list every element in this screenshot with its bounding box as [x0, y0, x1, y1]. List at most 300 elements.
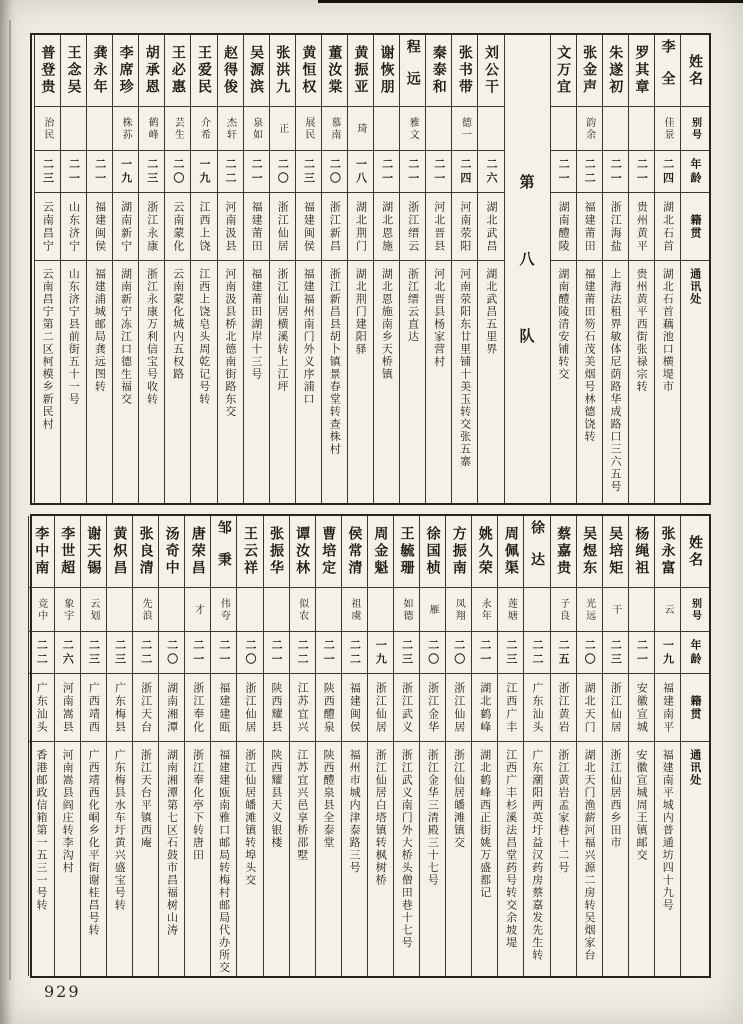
person-address: [55, 742, 80, 976]
person-name-text: 张洪九: [274, 45, 291, 96]
person-alias: [629, 588, 654, 632]
person-native-text: 福建闽侯: [93, 200, 107, 253]
person-address-text: 湖北鹤峰西正街姚万盛都记: [478, 749, 492, 899]
person-native-text: 浙江武义: [400, 681, 414, 734]
person-native-text: 江苏宜兴: [296, 681, 310, 734]
person-native-text: 河北晋县: [432, 200, 446, 253]
person-alias-text: 莲塘: [505, 597, 517, 622]
person-native-text: 河南汲县: [224, 200, 238, 253]
person-native-text: 福建闽侯: [302, 200, 316, 253]
person-native-text: 湖北天门: [583, 681, 597, 734]
header-alias: [681, 588, 709, 632]
person-name: [655, 516, 680, 588]
person-name-text: 秦泰和: [430, 45, 447, 96]
person-alias: [420, 588, 445, 632]
person-name-text: 赵得俊: [222, 45, 239, 96]
person-alias: [296, 107, 321, 151]
person-alias: [113, 107, 138, 151]
person-address: [655, 261, 680, 503]
person-native-place: [316, 674, 341, 742]
person-native-text: 湖北鹤峰: [478, 681, 492, 734]
person-address-text: 福建福州南门外义序浦口: [302, 268, 316, 406]
person-alias-text: 琦: [355, 122, 367, 135]
person-name: [29, 516, 54, 588]
person-native-text: 湖北石首: [661, 200, 675, 253]
person-age: [629, 632, 654, 674]
person-age-text: 二一: [93, 157, 107, 186]
person-address: [446, 742, 471, 976]
person-native-text: 浙江海盐: [609, 200, 623, 253]
person-native-text: 江西上饶: [197, 200, 211, 253]
person-age-text: 二一: [191, 638, 205, 667]
person-native-place: [211, 674, 236, 742]
directory-entry-column: [602, 516, 628, 976]
person-age: [244, 151, 269, 193]
person-age-text: 二二: [348, 638, 362, 667]
person-native-place: [35, 193, 60, 261]
person-age-text: 二一: [270, 638, 284, 667]
person-age: [322, 151, 347, 193]
directory-entry-column: [477, 35, 503, 503]
directory-entry-column: [523, 516, 549, 976]
person-name-text: 张金声: [581, 45, 598, 96]
person-name: [342, 516, 367, 588]
person-alias: [244, 107, 269, 151]
person-address-text: 浙江天台平镇西庵: [139, 749, 153, 849]
person-address: [577, 261, 602, 503]
person-age: [87, 151, 112, 193]
person-name: [185, 516, 210, 588]
person-age-text: 一九: [197, 157, 211, 186]
person-age: [368, 632, 393, 674]
person-name-text: 吴源滨: [248, 45, 265, 96]
person-native-place: [61, 193, 86, 261]
directory-entry-column: [34, 35, 60, 503]
person-age-text: 二三: [302, 157, 316, 186]
person-name: [316, 516, 341, 588]
person-name-text: 方振南: [450, 526, 467, 577]
directory-entry-column: [425, 35, 451, 503]
person-age: [603, 632, 628, 674]
person-name-text: 朱遂初: [607, 45, 624, 96]
person-age-text: 二四: [661, 157, 675, 186]
person-address-text: 湖北天门渔薪河福兴源二房转吴烟家台: [582, 749, 596, 962]
person-age-text: 二三: [145, 157, 159, 186]
person-native-place: [81, 674, 106, 742]
person-age-text: 二六: [61, 638, 75, 667]
directory-entry-column: [471, 516, 497, 976]
person-age: [237, 632, 262, 674]
person-native-text: 云南蒙化: [171, 200, 185, 253]
directory-table-top: [30, 33, 711, 505]
person-native-text: 湖北武昌: [484, 200, 498, 253]
person-address-text: 浙江永康万利信宝号收转: [145, 268, 159, 406]
directory-entry-column: [164, 35, 190, 503]
person-address-text: 河南荥阳东廿里铺十美玉转交张五寨: [458, 268, 472, 468]
person-address-text: 河南嵩县阎庄转李沟村: [61, 749, 75, 874]
person-age-text: 二二: [35, 638, 49, 667]
person-address: [629, 261, 654, 503]
directory-entry-column: [576, 516, 602, 976]
person-address-text: 云南蒙化城内五权路: [171, 268, 185, 381]
person-name: [113, 35, 138, 107]
person-native-text: 湖北荆门: [354, 200, 368, 253]
header-age: [681, 151, 709, 193]
person-native-place: [420, 674, 445, 742]
directory-entry-column: [367, 516, 393, 976]
person-native-place: [107, 674, 132, 742]
table-header-column: [680, 516, 709, 976]
person-name: [322, 35, 347, 107]
person-name: [629, 516, 654, 588]
person-name-text: 黄恒权: [300, 45, 317, 96]
person-native-place: [270, 193, 295, 261]
person-native-place: [478, 193, 503, 261]
person-native-text: 浙江仙居: [276, 200, 290, 253]
person-age: [81, 632, 106, 674]
person-name: [368, 516, 393, 588]
person-name: [87, 35, 112, 107]
person-name: [603, 35, 628, 107]
person-native-place: [551, 193, 576, 261]
person-alias-text: 如德: [401, 597, 413, 622]
person-name: [420, 516, 445, 588]
person-address-text: 浙江仙居横溪转上江坪: [276, 268, 289, 393]
person-name: [498, 516, 523, 588]
person-address: [139, 261, 164, 503]
person-address: [603, 742, 628, 976]
person-alias-text: 永年: [479, 597, 491, 622]
person-age: [35, 151, 60, 193]
person-native-text: 贵州黄平: [635, 200, 649, 253]
squad-divider-label: 第八队: [517, 173, 536, 405]
person-name: [374, 35, 399, 107]
directory-entry-column: [602, 35, 628, 503]
person-age-text: 一九: [374, 638, 388, 667]
person-name-text: 侯常清: [346, 526, 363, 577]
directory-entry-column: [112, 35, 138, 503]
person-alias-text: 泉如: [250, 116, 262, 141]
directory-entry-column: [393, 516, 419, 976]
page-number: 929: [44, 982, 81, 1001]
header-alias-label: 别号: [689, 116, 701, 141]
person-address: [374, 261, 399, 503]
person-name-text: 谭汝林: [294, 526, 311, 577]
person-address-text: 江西上饶皂头周乾记号转: [197, 268, 211, 406]
person-name: [159, 516, 184, 588]
person-name-text: 刘公干: [482, 45, 499, 96]
person-name: [165, 35, 190, 107]
person-native-place: [603, 193, 628, 261]
person-age: [107, 632, 132, 674]
person-native-place: [342, 674, 367, 742]
person-address: [551, 261, 576, 503]
person-native-text: 浙江新昌: [328, 200, 342, 253]
person-alias: [55, 588, 80, 632]
person-name-text: 王毓珊: [398, 526, 415, 577]
person-address: [61, 261, 86, 503]
person-alias-text: 才: [192, 603, 204, 616]
person-name: [452, 35, 477, 107]
person-age: [472, 632, 497, 674]
person-address: [342, 742, 367, 976]
person-age-text: 二三: [609, 638, 623, 667]
directory-entry-column: [269, 35, 295, 503]
person-name: [264, 516, 289, 588]
person-age-text: 二〇: [452, 638, 466, 667]
person-native-place: [472, 674, 497, 742]
person-name: [348, 35, 373, 107]
person-age-text: 二〇: [171, 157, 185, 186]
scan-artifact-left-shadow: [0, 0, 16, 1024]
person-age: [374, 151, 399, 193]
person-address-text: 云南昌宁第二区柯模乡新民村: [41, 268, 55, 431]
person-address-text: 河北晋县杨家营村: [432, 268, 446, 368]
person-alias: [322, 107, 347, 151]
person-alias-text: 株荪: [120, 116, 132, 141]
person-alias-text: 雁: [427, 603, 439, 616]
person-age: [296, 151, 321, 193]
person-address: [296, 261, 321, 503]
header-name-label: 姓名: [687, 53, 703, 88]
person-alias-text: 伟夸: [218, 597, 230, 622]
person-native-place: [29, 674, 54, 742]
directory-entry-column: [106, 516, 132, 976]
person-age-text: 二一: [406, 157, 420, 186]
header-address: [681, 742, 709, 976]
person-address-text: 浙江武义南门外大桥头僧田巷十七号: [400, 749, 414, 949]
person-alias: [655, 107, 680, 151]
person-alias: [603, 107, 628, 151]
person-address: [290, 742, 315, 976]
person-age: [264, 632, 289, 674]
person-alias: [603, 588, 628, 632]
person-alias: [400, 107, 425, 151]
person-address: [185, 742, 210, 976]
person-alias-text: 德一: [459, 116, 471, 141]
person-alias: [87, 107, 112, 151]
person-age: [165, 151, 190, 193]
person-native-place: [244, 193, 269, 261]
person-native-text: 云南昌宁: [41, 200, 55, 253]
person-alias-text: 韵余: [583, 116, 595, 141]
person-age-text: 二二: [296, 638, 310, 667]
person-address-text: 湖南新宁冻江口德生福交: [119, 268, 133, 406]
person-name-text: 罗其章: [633, 45, 650, 96]
directory-entry-column: [295, 35, 321, 503]
person-age-text: 一九: [119, 157, 133, 186]
header-age-label: 年龄: [689, 638, 702, 667]
person-name-text: 汤奇中: [163, 526, 180, 577]
person-alias: [655, 588, 680, 632]
person-name: [237, 516, 262, 588]
person-address: [107, 742, 132, 976]
person-age-text: 二二: [583, 157, 597, 186]
person-address-text: 江苏宜兴邑享桥邵墅: [295, 749, 309, 862]
person-age: [270, 151, 295, 193]
person-alias: [478, 107, 503, 151]
person-name: [244, 35, 269, 107]
person-alias: [452, 107, 477, 151]
person-alias-text: 雅文: [407, 116, 419, 141]
header-address: [681, 261, 709, 503]
person-age-text: 二一: [217, 638, 231, 667]
person-name-text: 龚永年: [91, 45, 108, 96]
person-address-text: 浙江仙居皤滩镇转埠头交: [243, 749, 257, 887]
scan-artifact-top-line: [318, 0, 743, 3]
person-native-place: [348, 193, 373, 261]
person-address: [426, 261, 451, 503]
person-name: [551, 516, 576, 588]
person-native-place: [629, 193, 654, 261]
directory-entry-column: [373, 35, 399, 503]
person-age: [159, 632, 184, 674]
person-name-text: 董汝棠: [326, 45, 343, 96]
directory-entry-column: [54, 516, 80, 976]
squad-divider: [504, 35, 550, 503]
person-native-text: 福建莆田: [583, 200, 597, 253]
directory-table-bottom: [30, 514, 711, 978]
person-alias-text: 展民: [302, 116, 314, 141]
person-address-text: 浙江奉化亭下转唐田: [191, 749, 205, 862]
person-age-text: 二二: [224, 157, 238, 186]
person-alias: [139, 107, 164, 151]
person-age-text: 二〇: [165, 638, 179, 667]
person-native-text: 河南荥阳: [458, 200, 472, 253]
person-alias: [35, 107, 60, 151]
directory-entry-column: [210, 516, 236, 976]
person-address-text: 浙江新昌县胡卜镇景春堂转查株村: [328, 268, 342, 456]
person-address: [29, 742, 54, 976]
person-native-text: 安徽宣城: [635, 681, 649, 734]
person-age: [133, 632, 158, 674]
person-address: [577, 742, 602, 976]
person-native-place: [191, 193, 216, 261]
person-native-place: [133, 674, 158, 742]
person-native-place: [655, 193, 680, 261]
person-name: [139, 35, 164, 107]
person-name: [426, 35, 451, 107]
person-alias-text: 治民: [41, 116, 53, 141]
person-name-text: 曹培定: [320, 526, 337, 577]
person-age-text: 二一: [609, 157, 623, 186]
person-name-text: 周佩渠: [502, 526, 519, 577]
person-address-text: 广东梅县水车圩黄兴盛宝号转: [113, 749, 127, 912]
person-age: [218, 151, 243, 193]
person-native-place: [55, 674, 80, 742]
person-alias-text: 竞中: [35, 597, 47, 622]
person-alias: [185, 588, 210, 632]
person-name: [472, 516, 497, 588]
person-address: [316, 742, 341, 976]
person-address: [133, 742, 158, 976]
person-name: [655, 35, 680, 107]
person-native-text: 湖南醴陵: [557, 200, 571, 253]
person-alias: [446, 588, 471, 632]
person-address-text: 浙江仙居西乡田市: [609, 749, 623, 849]
directory-entry-column: [550, 516, 576, 976]
person-age-text: 一九: [661, 638, 675, 667]
person-address-text: 浙江缙云直达: [406, 268, 420, 343]
person-name-text: 邹秉: [215, 519, 232, 584]
person-age: [551, 151, 576, 193]
person-native-place: [237, 674, 262, 742]
person-age: [29, 632, 54, 674]
person-name-text: 黄炽昌: [111, 526, 128, 577]
person-age: [55, 632, 80, 674]
person-age: [139, 151, 164, 193]
person-alias: [577, 588, 602, 632]
person-native-place: [577, 674, 602, 742]
directory-entry-column: [628, 516, 654, 976]
directory-entry-column: [236, 516, 262, 976]
person-alias-text: 先浪: [140, 597, 152, 622]
header-age-label: 年龄: [689, 157, 702, 186]
person-alias-text: 介希: [198, 116, 210, 141]
person-address: [551, 742, 576, 976]
person-alias: [342, 588, 367, 632]
person-name-text: 徐国桢: [424, 526, 441, 577]
person-address: [400, 261, 425, 503]
person-name: [55, 516, 80, 588]
person-native-place: [87, 193, 112, 261]
person-native-text: 湖北恩施: [380, 200, 394, 253]
directory-entry-column: [341, 516, 367, 976]
person-native-place: [218, 193, 243, 261]
person-native-text: 陕西耀县: [270, 681, 284, 734]
directory-entry-column: [654, 516, 680, 976]
person-native-text: 浙江仙居: [374, 681, 388, 734]
person-age-text: 一八: [354, 157, 368, 186]
person-age: [400, 151, 425, 193]
person-name: [577, 516, 602, 588]
directory-entry-column: [80, 516, 106, 976]
person-alias: [29, 588, 54, 632]
directory-entry-column: [217, 35, 243, 503]
person-age-text: 二一: [478, 638, 492, 667]
person-age-text: 二一: [250, 157, 264, 186]
person-native-place: [165, 193, 190, 261]
person-address-text: 广西靖西化峒乡化平街谢桂昌号转: [87, 749, 101, 937]
header-address-label: 通讯处: [688, 749, 702, 787]
person-address: [348, 261, 373, 503]
person-age: [394, 632, 419, 674]
person-name: [191, 35, 216, 107]
person-native-text: 浙江仙居: [609, 681, 623, 734]
person-name: [107, 516, 132, 588]
person-address-text: 福州市城内津泰路三号: [348, 749, 362, 874]
person-address: [270, 261, 295, 503]
person-age-text: 二一: [635, 157, 649, 186]
person-alias-text: 干: [609, 603, 621, 616]
person-address-text: 河南汲县桥北德南街路东交: [223, 268, 237, 418]
person-native-place: [159, 674, 184, 742]
person-address: [524, 742, 549, 976]
person-age: [478, 151, 503, 193]
person-alias-text: 象宇: [61, 597, 73, 622]
person-alias-text: 子良: [557, 597, 569, 622]
person-age: [348, 151, 373, 193]
person-name-text: 谢天锡: [85, 526, 102, 577]
header-address-label: 通讯处: [688, 268, 702, 306]
directory-entry-column: [445, 516, 471, 976]
person-name-text: 杨绳祖: [633, 526, 650, 577]
person-address: [655, 742, 680, 976]
person-name-text: 姚久荣: [476, 526, 493, 577]
directory-entry-column: [451, 35, 477, 503]
person-name-text: 吴培矩: [607, 526, 624, 577]
person-native-text: 湖南新宁: [119, 200, 133, 253]
